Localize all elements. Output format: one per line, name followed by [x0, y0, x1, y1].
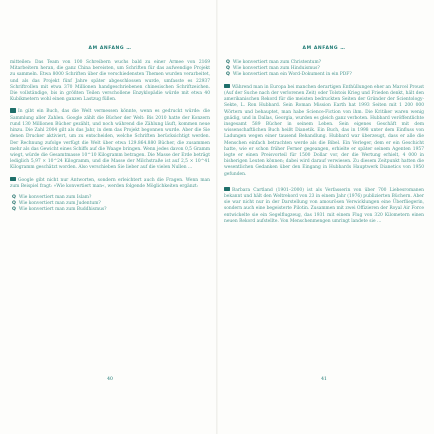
- left-question-list: [10, 195, 210, 214]
- right-paragraph-2-text: Barbara Cartland (1901–2000) ist als Verfasserin von über 700 Liebesromanen bekannt und hält den Weltrekord von 23 in einem Jahr (1976) publizierten Büchern. Aber sie war nicht nur in der Darstellung von amourösen Verwicklungen eine Überfliegerin, sondern auch eine begeisterte Pilotin. Zusammen mit zwei Offizieren der Royal Air Force entwickelte sie ein Segelflugzeug, das 1931 mit einem Flug von 320 Kilometern einen neuen Rekord aufstellte. Von Menschenmengen umringt landete sie …: [224, 187, 424, 224]
- list-item: Q Wie konvertiert man zum Judentum?: [12, 201, 101, 207]
- magnifier-icon: Q: [226, 72, 230, 78]
- right-text-block: [224, 60, 424, 230]
- right-paragraph-2: [224, 187, 424, 225]
- magnifier-icon: Q: [12, 195, 16, 201]
- left-intro-paragraph: mitteilen: Das Team von 100 Schreibern wuchs bald zu einer Armee von 2169 Mitarbeitern heran, die ganz China bereisten, um Schriften für das aufwendige Projekt zu sammeln. Etwa 8000 Schriften über die verschiedensten Themen wurden verarbeitet, und als das Projekt fünf Jahre später abgeschlossen wurde, umfasste es 22937 Schriftrollen mit etwa 370 Millionen handgeschriebenen chinesischen Schriftzeichen. Die vollständige, bis in größten Teilen verschollene Enzyklopädie würde mit etwa 40 Kubikmetern wohl einen ganzen Lastzug füllen.: [10, 60, 210, 103]
- left-paragraph-3: [10, 177, 210, 191]
- book-icon: [224, 187, 230, 192]
- magnifier-icon: Q: [12, 207, 16, 213]
- list-item: Q Wie konvertiert man zum Buddhismus?: [12, 207, 107, 213]
- page-number-right: 41: [321, 377, 327, 382]
- magnifier-icon: Q: [226, 60, 230, 65]
- right-paragraph-1-text: Während man in Europa bei manchen derartigen Enthüllungen eher an Marcel Proust (Auf der Suche nach der verlorenen Zeit) oder Tolstois Krieg und Frieden denkt, hält den amerikanischen Rekord für die meisten bedruckten Seiten der Gründer der Scientology-Sekte, L. Ron Hubbard. Sein Roman Mission Earth hat 1993 Seiten mit 1 200 000 Wörtern und behauptet, man habe Science-Fiction von ihm. Die Kritiker waren wenig gnädig, und in Dallas, Georgia, wurden es gleich ganz verboten. Hubbard veröffentlichte insgesamt 589 Bücher in seinem Leben. Sein eigenes Geschäft mit dem wissenschaftlichen Buch heißt Dianetik. Ein Buch, das in 1998 unter dem Einfluss von Ladungen wegen einer tausend Behandlung. Hubbard war überzeugt, dass er alle die Menschen einfach betrachten werde als die Bibel. Ein Verleger, dem er ein Geschicht hatte, wie er schon früher Ferner gegeangen, erhielte er später seinem Agenten 1957 legte er einen Preisvorteil für 1500 Dollar vor, der die Wertung erhielt, 4 000 in bisherigen Leuten können; dabei wird darauf verwiesen. Zu diesem Zeitpunkt hatten die wesentlichen Gedanken über den Eingang in Hubbards Hauptwerk Dianetics von 1950 gefunden.: [224, 84, 425, 177]
- page-number-left: 40: [107, 377, 113, 382]
- list-item: Q Wie konvertiert man zum Hinduismus?: [226, 66, 320, 72]
- left-text-block: [10, 60, 210, 219]
- magnifier-icon: Q: [12, 201, 16, 207]
- book-icon: [224, 84, 230, 89]
- right-paragraph-1: [224, 84, 424, 178]
- book-icon: [10, 108, 16, 113]
- running-head-right: AM ANFANG …: [302, 46, 346, 51]
- left-paragraph-2-text: In gibt ein Buch, das die Welt vermessen könnte, wenn es gedruckt würde: die Sammlung aller Zahlen. Google zählt die Bücher der Welt: Bis 2010 hatte der Konzern rund 130 Millionen Bücher gezählt, und noch während die Zählung läuft, kommen neue hinzu. Die Zahl 2004 gilt als das Jahr, in dem das Projekt begonnen wurde. Aber die Sie denen Drucker aktiviert, um zu entscheiden, welche Schriften berücksichtigt werden. Der Rechnung zufolge verfügt die Welt über etwa 129.864.880 Bücher, die zusammen mehr als das Gewicht eines Schiffs auf die Waage bringen. Wenn jedes davon 0,5 Gramm wiegt, würde die Gesamtmasse 10^10 Kilogramm betragen. Die Masse der Erde beträgt lediglich 5,97 × 10^24 Kilogramm, und die Masse der Milchstraße ist auf 2,5 × 10^41 Kilogramm geschätzt worden. Also verschieben Sie lieber auf die vielen Nullen …: [10, 109, 210, 171]
- right-page: [224, 0, 424, 434]
- list-item: Q Wie konvertiert man ein Word-Dokument in ein PDF?: [226, 72, 352, 78]
- left-paragraph-2: [10, 108, 210, 171]
- running-head-left: AM ANFANG …: [88, 46, 132, 51]
- left-page: [10, 0, 210, 434]
- book-gutter: [216, 0, 218, 434]
- book-icon: [10, 177, 16, 182]
- list-item: Q Wie konvertiert man zum Islam?: [12, 195, 92, 201]
- left-paragraph-3-text: Google gibt nicht nur Antworten, sondern erleichtert auch die Fragen. Wenn man zum Beispiel fragt: »Wie konvertiert man«, werden folgende Möglichkeiten ergänzt:: [10, 177, 210, 189]
- magnifier-icon: Q: [226, 66, 230, 72]
- right-question-list: [224, 60, 424, 79]
- list-item: Q Wie konvertiert man zum Christentum?: [226, 60, 322, 65]
